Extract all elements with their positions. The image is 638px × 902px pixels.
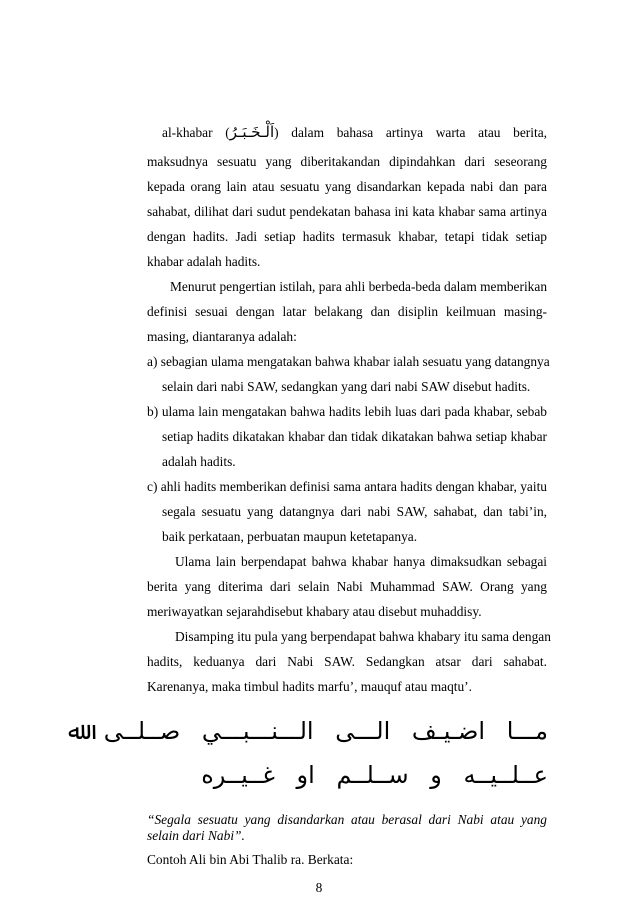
paragraph-1-line-4: sahabat, dilihat dari sudut pendekatan bahasa ini kata khabar sama artinya <box>147 204 547 219</box>
translation-quote <box>147 812 547 844</box>
page-number: 8 <box>315 880 323 895</box>
arabic-definition-line-1: مـــا اضـيـف الـــى الـــنـــبـــي صــلــى ﷲ <box>68 717 548 745</box>
arabic-term-khabar: اَلْـخَـبَـرُ <box>229 123 275 141</box>
paragraph-2-line-3: masing, diantaranya adalah: <box>147 329 297 344</box>
translation-line-1: “Segala sesuatu yang disandarkan atau berasal dari Nabi atau yang <box>147 812 547 827</box>
list-item-b-line-2: setiap hadits dikatakan khabar dan tidak dikatakan bahwa setiap khabar <box>162 429 547 444</box>
paragraph-2-line-1: Menurut pengertian istilah, para ahli berbeda-beda dalam memberikan <box>170 279 548 294</box>
paragraph-4-line-1: Disamping itu pula yang berpendapat bahwa khabary itu sama dengan <box>175 629 551 644</box>
list-item-c-line-2: segala sesuatu yang datangnya dari nabi SAW, sahabat, dan tabi’in, <box>162 504 547 519</box>
paragraph-4-line-3: Karenanya, maka timbul hadits marfu’, mauquf atau maqtu’. <box>147 679 472 694</box>
khabar-term-suffix: ) dalam bahasa artinya warta atau berita, <box>274 125 547 140</box>
paragraph-3-line-1: Ulama lain berpendapat bahwa khabar hanya dimaksudkan sebagai <box>175 554 547 569</box>
paragraph-1-line-2: maksudnya sesuatu yang diberitakandan dipindahkan dari seseorang <box>147 154 547 169</box>
list-item-c-line-3: baik perkataan, perbuatan maupun ketetapanya. <box>162 529 418 544</box>
paragraph-3-line-2: berita yang diterima dari selain Nabi Muhammad SAW. Orang yang <box>147 579 547 594</box>
paragraph-3-line-3: meriwayatkan sejarahdisebut khabary atau disebut muhaddisy. <box>147 604 482 619</box>
list-item-a-line-1: a) sebagian ulama mengatakan bahwa khabar ialah sesuatu yang datangnya <box>147 354 550 369</box>
list-item-a-line-2: selain dari nabi SAW, sedangkan yang dari nabi SAW disebut hadits. <box>162 379 531 394</box>
list-item-c-line-1: c) ahli hadits memberikan definisi sama antara hadits dengan khabar, yaitu <box>147 479 547 494</box>
arabic-definition-line-2: عــلــيــه و ســلــم او غــيــره <box>201 761 548 789</box>
list-item-b-line-3: adalah hadits. <box>162 454 236 469</box>
translation-line-2: selain dari Nabi”. <box>147 828 245 843</box>
paragraph-1-line-3: kepada orang lain atau sesuatu yang disandarkan kepada nabi dan para <box>147 179 547 194</box>
paragraph-4-line-2: hadits, keduanya dari Nabi SAW. Sedangkan atsar dari sahabat. <box>147 654 547 669</box>
paragraph-2-line-2: definisi sesuai dengan latar belakang dan disiplin keilmuan masing- <box>147 304 547 319</box>
paragraph-1-line-6: khabar adalah hadits. <box>147 254 261 269</box>
khabar-term-prefix: al-khabar ( <box>162 125 230 140</box>
paragraph-1-line-1 <box>162 124 547 141</box>
paragraph-1-line-5: dengan hadits. Jadi setiap hadits termasuk khabar, tetapi tidak setiap <box>147 229 547 244</box>
example-intro: Contoh Ali bin Abi Thalib ra. Berkata: <box>147 852 354 867</box>
list-item-b-line-1: b) ulama lain mengatakan bahwa hadits lebih luas dari pada khabar, sebab <box>147 404 547 419</box>
